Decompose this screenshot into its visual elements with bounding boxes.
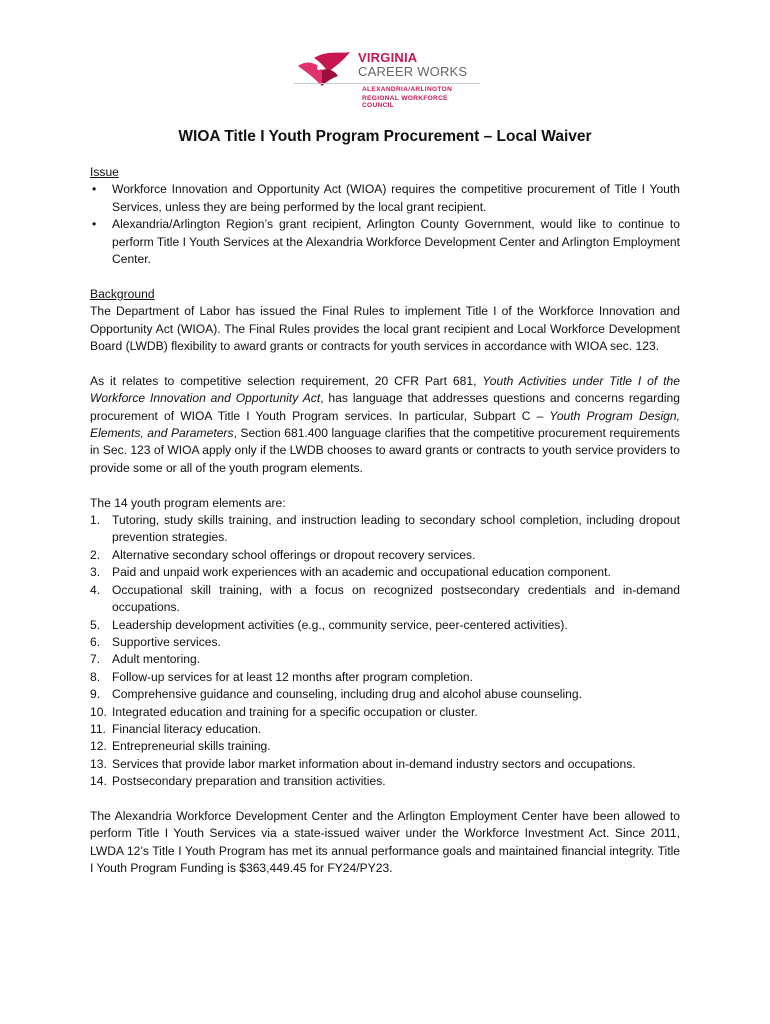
element-number: 8. xyxy=(90,669,101,684)
bullet-icon: • xyxy=(92,182,97,197)
element-list-item xyxy=(90,651,680,668)
element-list-item xyxy=(90,686,680,703)
logo-subtitle-council: REGIONAL WORKFORCE COUNCIL xyxy=(362,95,448,109)
para2-text-e: , Section 681.400 language clarifies that the competitive procurement requirements in Sec. 123 of WIOA apply only if the LWDB chooses to award grants or contracts to youth service providers to provide some or all of the youth program elements. xyxy=(90,426,680,475)
element-text: Paid and unpaid work experiences with an academic and occupational education component. xyxy=(112,565,611,580)
logo-text-career-works: CAREER WORKS xyxy=(358,64,468,79)
element-number: 12. xyxy=(90,739,107,754)
closing-paragraph: The Alexandria Workforce Development Center and the Arlington Employment Center have been allowed to perform Title I Youth Services via a state-issued waiver under the Workforce Investment Act. Since 2011, LWDA 12’s Title I Youth Program has met its annual performance goals and maintained financial integrity. Title I Youth Program Funding is $363,449.45 for FY24/PY23. xyxy=(90,808,680,876)
element-number: 5. xyxy=(90,617,101,632)
cardinal-bird-icon xyxy=(292,48,356,92)
issue-bullet-list xyxy=(90,181,680,268)
element-text: Adult mentoring. xyxy=(112,652,201,667)
logo-subtitle-region: ALEXANDRIA/ARLINGTON xyxy=(362,86,453,93)
element-text: Tutoring, study skills training, and instruction leading to secondary school completion, including dropout prevention strategies. xyxy=(112,513,680,545)
issue-bullet-text: Alexandria/Arlington Region’s grant recipient, Arlington County Government, would like to continue to perform Title I Youth Services at the Alexandria Workforce Development Center and Arlington Employment Center. xyxy=(112,217,680,267)
elements-intro: The 14 youth program elements are: xyxy=(90,495,286,510)
element-number: 11. xyxy=(90,721,106,736)
element-number: 6. xyxy=(90,634,101,649)
virginia-career-works-logo xyxy=(292,44,482,109)
element-list-item xyxy=(90,669,680,686)
element-text: Integrated education and training for a specific occupation or cluster. xyxy=(112,704,478,719)
issue-bullet-item xyxy=(90,216,680,268)
element-list-item xyxy=(90,634,680,651)
element-number: 3. xyxy=(90,565,101,580)
element-number: 1. xyxy=(90,513,101,528)
element-number: 7. xyxy=(90,652,101,667)
element-list-item xyxy=(90,582,680,617)
element-number: 10. xyxy=(90,704,107,719)
element-number: 13. xyxy=(90,756,107,771)
para2-subpart-title: Youth Program Design, Elements, and Parameters xyxy=(90,408,680,441)
background-paragraph-1: The Department of Labor has issued the Final Rules to implement Title I of the Workforce Innovation and Opportunity Act (WIOA). The Final Rules provides the local grant recipient and Local Workforce Development Board (LWDB) flexibility to award grants or contracts for youth services in accordance with WIOA sec. 123. xyxy=(90,304,680,354)
element-number: 4. xyxy=(90,582,101,597)
element-number: 9. xyxy=(90,687,101,702)
element-text: Supportive services. xyxy=(112,634,221,649)
element-list-item xyxy=(90,512,680,547)
element-list-item xyxy=(90,564,680,581)
issue-bullet-item xyxy=(90,181,680,216)
element-number: 2. xyxy=(90,547,101,562)
element-list-item xyxy=(90,617,680,634)
youth-program-elements-list xyxy=(90,512,680,791)
logo-text-virginia: VIRGINIA xyxy=(358,50,418,65)
background-paragraph-2 xyxy=(90,373,680,477)
element-number: 14. xyxy=(90,774,107,789)
para2-citation-title: Youth Activities under Title I of the Workforce Innovation and Opportunity Act xyxy=(90,373,680,406)
element-list-item xyxy=(90,756,680,773)
element-text: Entrepreneurial skills training. xyxy=(112,739,271,754)
para2-text-a: As it relates to competitive selection requirement, 20 CFR Part 681, xyxy=(90,373,483,388)
element-text: Occupational skill training, with a focus on recognized postsecondary credentials and in-demand occupations. xyxy=(112,582,680,615)
background-heading: Background xyxy=(90,286,155,301)
document-title: WIOA Title I Youth Program Procurement – Local Waiver xyxy=(178,128,592,145)
issue-heading: Issue xyxy=(90,165,119,179)
element-list-item xyxy=(90,704,680,721)
element-text: Comprehensive guidance and counseling, including drug and alcohol abuse counseling. xyxy=(112,687,582,702)
element-list-item xyxy=(90,721,680,738)
issue-bullet-text: Workforce Innovation and Opportunity Act (WIOA) requires the competitive procurement of Title I Youth Services, unless they are being performed by the local grant recipient. xyxy=(112,182,680,214)
element-list-item xyxy=(90,547,680,564)
bullet-icon: • xyxy=(92,217,97,232)
element-list-item xyxy=(90,773,680,790)
element-text: Follow-up services for at least 12 months after program completion. xyxy=(112,669,473,684)
element-text: Financial literacy education. xyxy=(112,721,262,736)
document-body xyxy=(90,164,680,878)
element-text: Postsecondary preparation and transition activities. xyxy=(112,774,386,789)
element-text: Alternative secondary school offerings or dropout recovery services. xyxy=(112,547,476,562)
element-text: Leadership development activities (e.g., community service, peer-centered activities). xyxy=(112,617,568,632)
element-list-item xyxy=(90,738,680,755)
logo-divider xyxy=(294,83,480,84)
element-text: Services that provide labor market information about in-demand industry sectors and occupations. xyxy=(112,756,636,771)
para2-text-c: , has language that addresses questions and concerns regarding procurement of WIOA Title I Youth Program services. In particular, Subpart C – xyxy=(90,391,680,423)
